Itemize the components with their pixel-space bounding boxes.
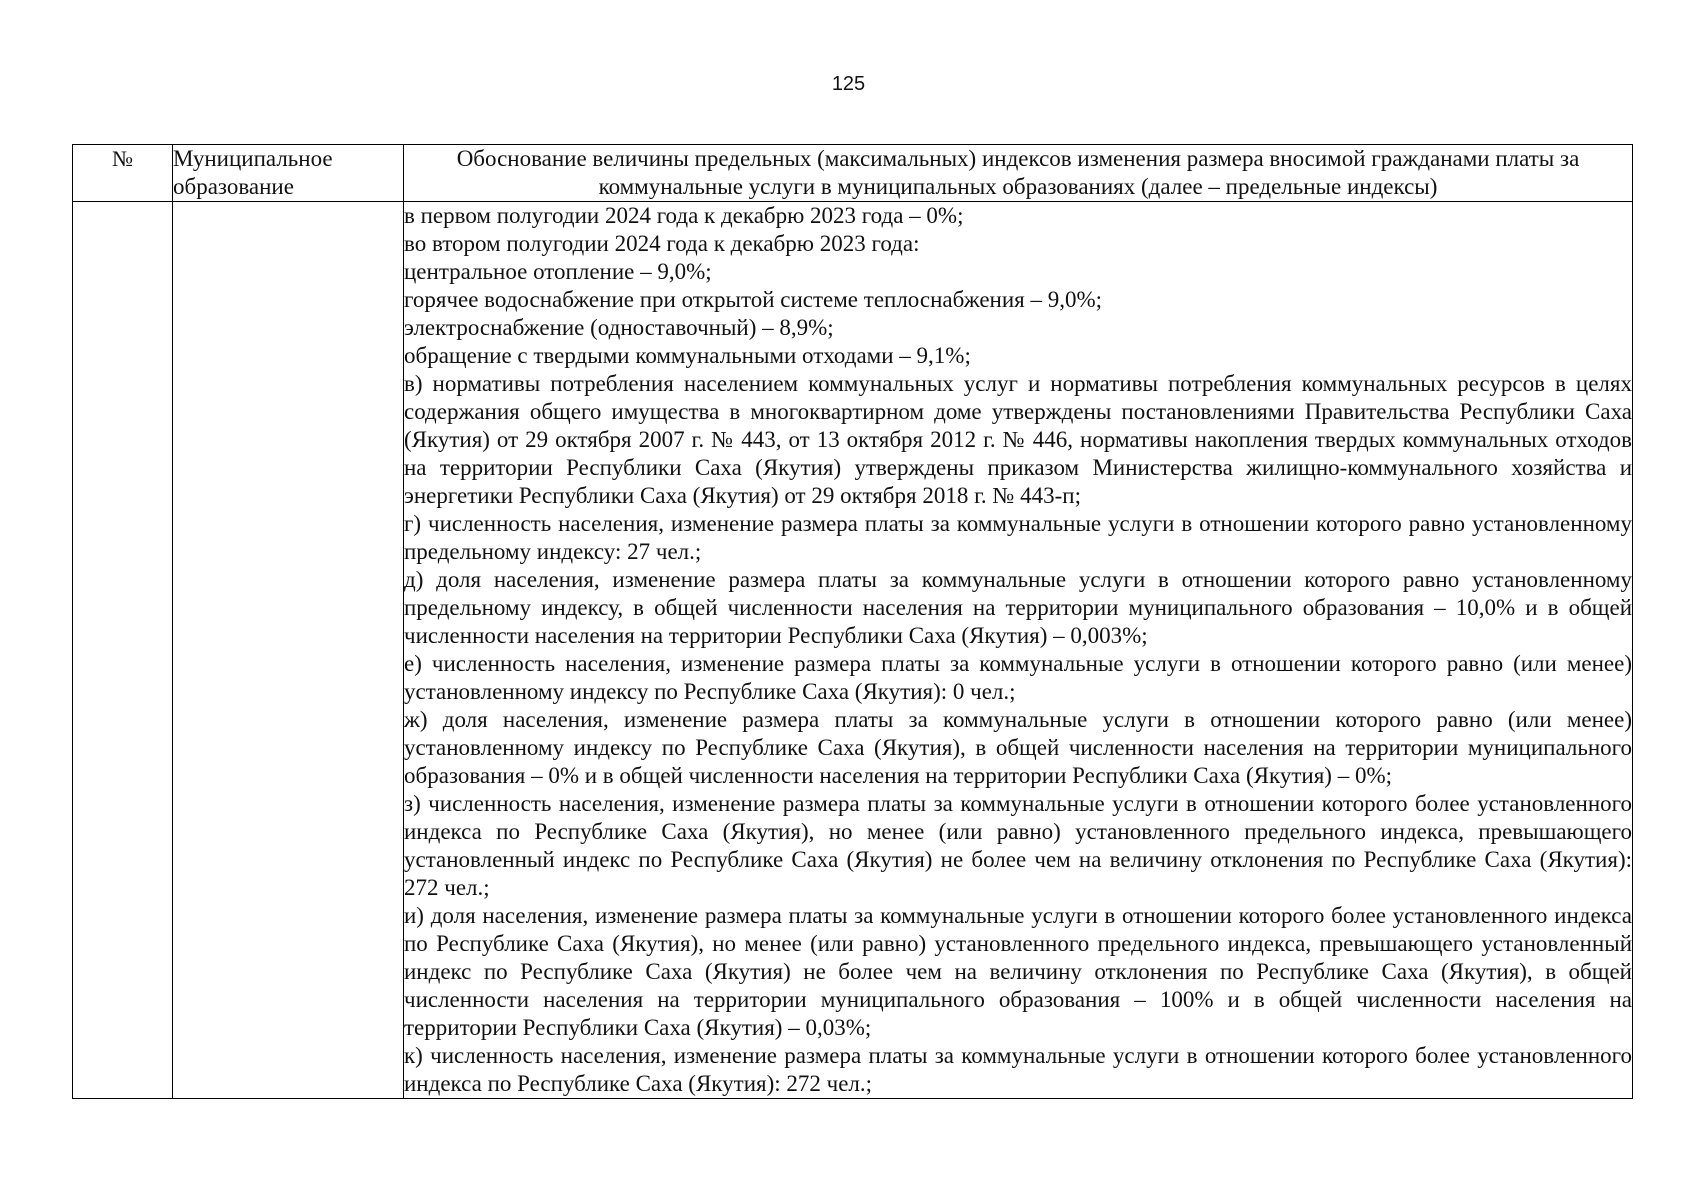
text-line: центральное отопление – 9,0%;: [404, 259, 712, 284]
text-line: во втором полугодии 2024 года к декабрю 2023 года:: [404, 231, 920, 256]
header-number: №: [73, 145, 173, 202]
paragraph-zh: ж) доля населения, изменение размера платы за коммунальные услуги в отношении которого равно (или менее) установленному индексу по Республике Саха (Якутия), в общей численности населения на территории муниципального образования – 0% и в общей численности населения на территории Республики Саха (Якутия) – 0%;: [404, 707, 1632, 788]
justification-table: [72, 144, 1633, 1099]
paragraph-d: д) доля населения, изменение размера платы за коммунальные услуги в отношении которого равно установленному предельному индексу, в общей численности населения на территории муниципального образования – 10,0% и в общей численности населения на территории Республики Саха (Якутия) – 0,003%;: [404, 567, 1632, 648]
paragraph-g: г) численность населения, изменение размера платы за коммунальные услуги в отношении которого равно установленному предельному индексу: 27 чел.;: [404, 511, 1632, 564]
cell-municipality: [173, 202, 404, 1099]
paragraph-e: е) численность населения, изменение размера платы за коммунальные услуги в отношении которого равно (или менее) установленному индексу по Республике Саха (Якутия): 0 чел.;: [404, 651, 1632, 704]
text-line: обращение с твердыми коммунальными отходами – 9,1%;: [404, 343, 971, 368]
paragraph-v: в) нормативы потребления населением коммунальных услуг и нормативы потребления коммунальных ресурсов в целях содержания общего имущества в многоквартирном доме утверждены постановлениями Правительства Республики Саха (Якутия) от 29 октября 2007 г. № 443, от 13 октября 2012 г. № 446, нормативы накопления твердых коммунальных отходов на территории Республики Саха (Якутия) утверждены приказом Министерства жилищно-коммунального хозяйства и энергетики Республики Саха (Якутия) от 29 октября 2018 г. № 443-п;: [404, 371, 1632, 508]
paragraph-z: з) численность населения, изменение размера платы за коммунальные услуги в отношении которого более установленного индекса по Республике Саха (Якутия), но менее (или равно) установленного предельного индекса, превышающего установленный индекс по Республике Саха (Якутия) не более чем на величину отклонения по Республике Саха (Якутия): 272 чел.;: [404, 791, 1632, 900]
cell-justification: [404, 202, 1633, 1099]
cell-number: [73, 202, 173, 1099]
table-header-row: [73, 145, 1633, 202]
text-line: горячее водоснабжение при открытой системе теплоснабжения – 9,0%;: [404, 287, 1103, 312]
header-justification: Обоснование величины предельных (максимальных) индексов изменения размера вносимой гражданами платы за коммунальные услуги в муниципальных образованиях (далее – предельные индексы): [404, 145, 1633, 202]
text-line: электроснабжение (одноставочный) – 8,9%;: [404, 315, 834, 340]
text-line: в первом полугодии 2024 года к декабрю 2023 года – 0%;: [404, 203, 964, 228]
paragraph-k: к) численность населения, изменение размера платы за коммунальные услуги в отношении которого более установленного индекса по Республике Саха (Якутия): 272 чел.;: [404, 1043, 1632, 1096]
paragraph-i: и) доля населения, изменение размера платы за коммунальные услуги в отношении которого более установленного индекса по Республике Саха (Якутия), но менее (или равно) установленного предельного индекса, превышающего установленный индекс по Республике Саха (Якутия) не более чем на величину отклонения по Республике Саха (Якутия), в общей численности населения на территории муниципального образования – 100% и в общей численности населения на территории Республики Саха (Якутия) – 0,03%;: [404, 903, 1632, 1040]
page-number: 125: [831, 73, 866, 95]
header-municipality: Муниципальное образование: [173, 145, 404, 202]
table-row: [73, 202, 1633, 1099]
